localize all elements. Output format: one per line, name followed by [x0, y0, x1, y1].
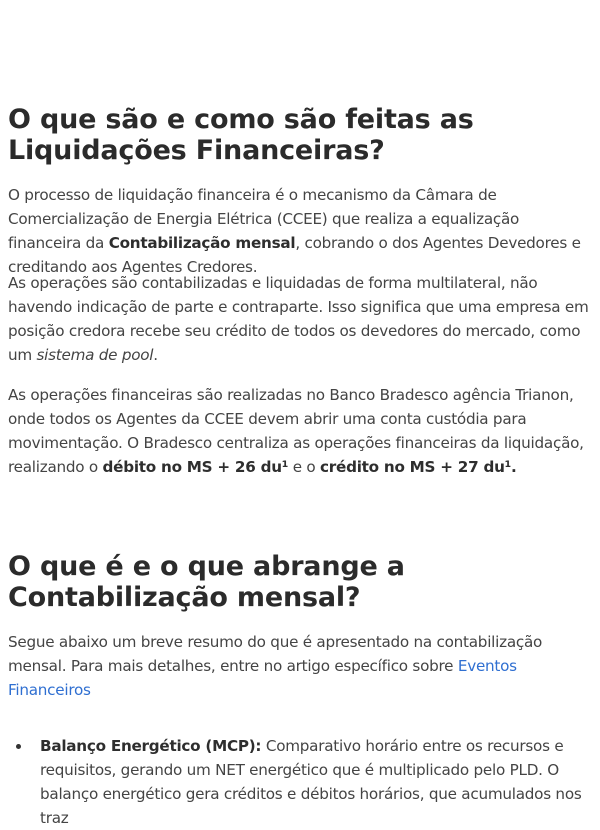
paragraph-text: e o: [288, 458, 321, 476]
bold-credito: crédito no MS + 27 du¹: [320, 458, 512, 476]
paragraph-resumo: [8, 630, 592, 702]
paragraph-text: As operações financeiras são realizadas no Banco Bradesco agência Trianon, onde todos os Agentes da CCEE devem abrir uma conta custódia para movimentação. O Bradesco centraliza as operações financeiras da liquidação, realizando o: [8, 386, 584, 476]
paragraph-text: As operações são contabilizadas e liquidadas de forma multilateral, não havendo indicação de parte e contraparte. Isso significa que uma empresa em posição credora recebe seu crédito de todos os devedores do mercado, como um: [8, 274, 589, 364]
paragraph-multilateral: [8, 271, 592, 367]
list-item: [40, 734, 592, 830]
paragraph-text: .: [153, 346, 158, 364]
bold-contabilizacao-mensal: Contabilização mensal: [108, 234, 296, 252]
paragraph-text: Segue abaixo um breve resumo do que é apresentado na contabilização mensal. Para mais detalhes, entre no artigo específico sobre: [8, 633, 543, 675]
paragraph-liquidacao-intro: [8, 183, 592, 279]
list-item-label: Balanço Energético (MCP):: [40, 737, 262, 755]
italic-sistema-de-pool: sistema de pool: [36, 346, 154, 364]
bold-period: .: [511, 458, 517, 476]
paragraph-text: O processo de liquidação financeira é o mecanismo da Câmara de Comercialização de Energia Elétrica (CCEE) que realiza a equalização financeira da: [8, 186, 520, 252]
link-eventos-financeiros[interactable]: Eventos Financeiros: [8, 657, 517, 699]
section-heading-liquidacoes: O que são e como são feitas as Liquidações Financeiras?: [8, 104, 474, 166]
contabilizacao-list: [8, 734, 592, 830]
paragraph-bradesco: [8, 383, 592, 479]
list-item-text: Comparativo horário entre os recursos e requisitos, gerando um NET energético que é multiplicado pelo PLD. O balanço energético gera créditos e débitos horários, que acumulados nos traz: [40, 737, 582, 827]
paragraph-text: , cobrando o dos Agentes Devedores e creditando aos Agentes Credores.: [8, 234, 581, 276]
bullet-icon: [16, 744, 21, 749]
section-heading-contabilizacao: O que é e o que abrange a Contabilização mensal?: [8, 551, 405, 613]
bold-debito: débito no MS + 26 du¹: [102, 458, 289, 476]
